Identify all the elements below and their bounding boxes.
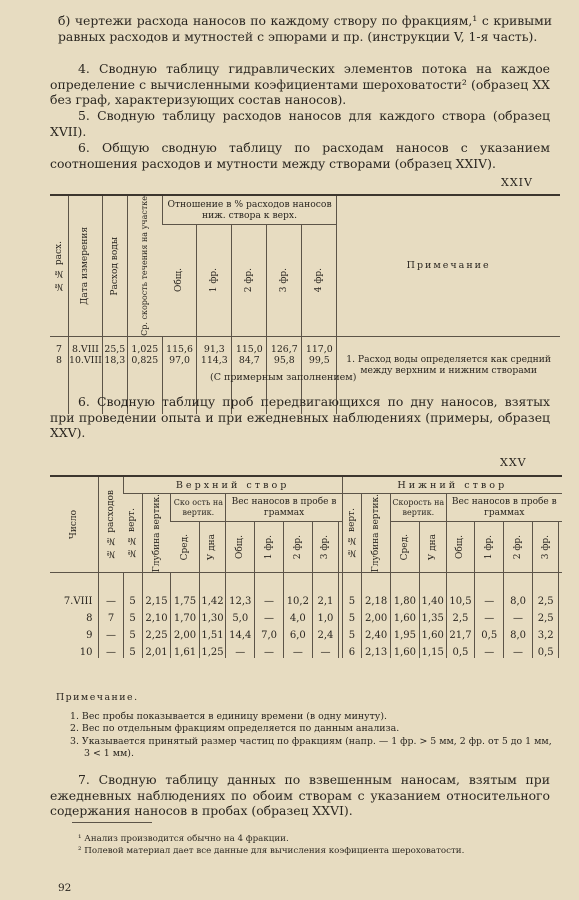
- table-cell: 10: [79, 647, 93, 659]
- table-cell: —: [475, 607, 504, 624]
- t24-header-total: Общ.: [174, 268, 185, 293]
- table-cell: 0,5: [446, 641, 475, 658]
- table-cell: 5: [123, 607, 142, 624]
- footnote-2: ² Полевой материал дает все данные для вычисления коэфициента шероховатости.: [78, 846, 465, 856]
- table-24-tag: XXIV: [501, 176, 533, 189]
- table-cell: 1,80: [391, 573, 420, 608]
- table-cell: 1,35: [419, 607, 446, 624]
- paragraph-6a: 6. Общую сводную таблицу по расходам наносов с указанием соотношения расходов и мутности между створами (образец XXIV).: [50, 140, 550, 171]
- table-cell: —: [475, 641, 504, 658]
- t25-lower-f1: 1 фр.: [484, 535, 495, 560]
- table-cell: —: [504, 641, 533, 658]
- table-cell: 1,70: [171, 607, 199, 624]
- table-cell: —: [255, 641, 284, 658]
- table-cell: —: [312, 641, 338, 658]
- table-cell: 1,51: [199, 624, 226, 641]
- table-cell: 5: [342, 624, 362, 641]
- note-item: 1. Вес пробы показывается в единицу времени (в одну минуту).: [70, 711, 387, 723]
- paragraph-7: 7. Сводную таблицу данных по взвешенным наносам, взятым при ежедневных наблюдениях по обоим створам с указанием относительного содержания наносов в пробах (образец XXVI).: [50, 772, 550, 819]
- t25-lower-avg: Сред.: [399, 533, 410, 561]
- table-25-tag: XXV: [500, 456, 527, 469]
- table-cell: 6: [342, 641, 362, 658]
- t25-lower-speed-group: Скорость на вертик.: [391, 494, 447, 522]
- table-row: [50, 573, 562, 608]
- t24-header-flow: Расход воды: [109, 236, 120, 296]
- paragraph-4: 4. Сводную таблицу гидравлических элементов потока на каждое определение с вычисленными коэфициентами шероховатости² (образец XX без граф, характеризующих состав наносов).: [50, 61, 550, 108]
- t25-lower-bottom: У дна: [427, 534, 438, 561]
- table-cell: 1,75: [171, 573, 199, 608]
- table-cell: 10,2: [283, 573, 312, 608]
- t24-note-text: 1. Расход воды определяется как средний между верхним и нижним створами: [337, 336, 560, 414]
- table-cell: 5: [123, 573, 142, 608]
- table-cell: 1,60: [391, 607, 420, 624]
- t25-upper-f2: 2 фр.: [292, 535, 303, 560]
- table-cell: 2,15: [142, 573, 171, 608]
- t25-lower-weight-group: Вес наносов в пробе в граммах: [446, 494, 562, 522]
- t25-lower-f2: 2 фр.: [513, 535, 524, 560]
- table-cell: 1,42: [199, 573, 226, 608]
- table-cell: 1,0: [312, 607, 338, 624]
- table-cell: 8: [86, 613, 93, 625]
- table-cell: 7,0: [255, 624, 284, 641]
- t24-header-f4: 4 фр.: [314, 268, 325, 293]
- table-cell: 1,25: [199, 641, 226, 658]
- paragraph-b: б) чертежи расхода наносов по каждому створу по фракциям,¹ с кривыми равных расходов и мутностей с эпюрами и пр. (инструкции V, 1-я часть).: [58, 13, 552, 44]
- t25-lower-total: Общ.: [455, 535, 466, 560]
- table-cell: 4,0: [283, 607, 312, 624]
- table-cell: 1,30: [199, 607, 226, 624]
- table-cell: 1,61: [171, 641, 199, 658]
- paragraph-6b: 6. Сводную таблицу проб передвигающихся по дну наносов, взятых при проведении опыта и при ежедневных наблюдениях (примеры, образец XXV).: [50, 394, 550, 441]
- table-cell: —: [255, 573, 284, 608]
- table-cell: —: [99, 641, 123, 658]
- t25-upper-vert: № № верт.: [127, 508, 138, 558]
- table-cell: —: [99, 624, 123, 641]
- t25-upper-avg: Сред.: [179, 533, 190, 561]
- t25-lower-f3: 3 фр.: [540, 535, 551, 560]
- table-cell: 2,40: [362, 624, 391, 641]
- table-24-caption: (С примерным заполнением): [210, 372, 357, 383]
- t24-header-f1: 1 фр.: [209, 268, 220, 293]
- t25-upper-f1: 1 фр.: [264, 535, 275, 560]
- t25-upper-total: Общ.: [235, 535, 246, 560]
- table-cell: 3,2: [532, 624, 558, 641]
- table-cell: 2,01: [142, 641, 171, 658]
- table-cell: 21,7: [446, 624, 475, 641]
- table-cell: 5: [342, 607, 362, 624]
- t25-header-date: Число: [69, 510, 80, 540]
- notes-title: Примечание.: [56, 692, 139, 703]
- table-cell: 2,4: [312, 624, 338, 641]
- table-cell: 5: [123, 641, 142, 658]
- table-cell: 1,60: [419, 624, 446, 641]
- t25-upper-speed-group: Ско ость на вертик.: [171, 494, 226, 522]
- t24-header-num: № № расх.: [54, 241, 64, 291]
- table-cell: —: [99, 573, 123, 608]
- t24-header-note: Примечание: [337, 195, 560, 336]
- table-cell: —: [283, 641, 312, 658]
- table-cell: 14,4: [226, 624, 255, 641]
- table-cell: 1,40: [419, 573, 446, 608]
- t25-header-flow-no: № № расходов: [106, 490, 117, 559]
- page-number: 92: [58, 882, 72, 894]
- table-cell: —: [504, 607, 533, 624]
- table-cell: 2,00: [171, 624, 199, 641]
- t25-lower-depth: Глубина вертик.: [371, 494, 382, 573]
- table-cell: 2,25: [142, 624, 171, 641]
- table-cell: 2,1: [312, 573, 338, 608]
- table-cell: 2,5: [532, 607, 558, 624]
- table-cell: —: [226, 641, 255, 658]
- table-cell: 7.VIII: [63, 596, 93, 608]
- table-row: [50, 607, 562, 624]
- table-cell: 2,5: [532, 573, 558, 608]
- table-cell: 12,3: [226, 573, 255, 608]
- t25-header-upper: Верхний створ: [123, 476, 342, 494]
- table-cell: 9: [86, 630, 93, 642]
- table-cell: 2,18: [362, 573, 391, 608]
- footnote-separator: [72, 822, 152, 823]
- table-row: 7 8.VIII 25,5 1,025 115,6 91,3 115,0 126,7 117,0 1. Расход воды определяется как средний между верхним и нижним створами: [50, 336, 560, 354]
- note-item: 2. Вес по отдельным фракциям определяется по данным анализа.: [70, 723, 400, 735]
- table-25: [50, 475, 562, 686]
- t25-upper-f3: 3 фр.: [320, 535, 331, 560]
- table-cell: 7: [99, 607, 123, 624]
- table-cell: 0,5: [475, 624, 504, 641]
- table-cell: 5,0: [226, 607, 255, 624]
- note-item: 3. Указывается принятый размер частиц по фракциям (напр. — 1 фр. > 5 мм, 2 фр. от 5 до 1 мм, 3 < 1 мм).: [70, 735, 552, 759]
- table-cell: 2,13: [362, 641, 391, 658]
- table-cell: 2,10: [142, 607, 171, 624]
- table-row: [50, 624, 562, 641]
- table-cell: 10,5: [446, 573, 475, 608]
- t24-header-date: Дата измерения: [80, 226, 91, 305]
- table-cell: —: [255, 607, 284, 624]
- table-row: [50, 641, 562, 658]
- t25-upper-bottom: У дна: [207, 534, 218, 561]
- footnote-1: ¹ Анализ производится обычно на 4 фракции.: [78, 834, 289, 844]
- table-cell: —: [475, 573, 504, 608]
- t24-header-f3: 3 фр.: [279, 268, 290, 293]
- table-cell: 1,60: [391, 641, 420, 658]
- table-cell: 1,15: [419, 641, 446, 658]
- table-cell: 6,0: [283, 624, 312, 641]
- t24-header-speed: Ср. скорость течения на участке: [139, 196, 149, 336]
- t25-upper-weight-group: Вес наносов в пробе в граммах: [226, 494, 342, 522]
- table-cell: 5: [342, 573, 362, 608]
- table-cell: 8,0: [504, 624, 533, 641]
- t25-header-lower: Нижний створ: [342, 476, 562, 494]
- notes-block: [56, 692, 560, 760]
- table-cell: 1,95: [391, 624, 420, 641]
- paragraph-5: 5. Сводную таблицу расходов наносов для каждого створа (образец XVII).: [50, 108, 550, 139]
- table-cell: 2,5: [446, 607, 475, 624]
- table-cell: 2,00: [362, 607, 391, 624]
- t25-upper-depth: Глубина вертик.: [151, 494, 162, 573]
- table-row: 8 10.VIII 18,3 0,825 97,0 114,3 84,7 95,8 99,5: [50, 355, 560, 414]
- table-cell: 0,5: [532, 641, 558, 658]
- table-cell: 5: [123, 624, 142, 641]
- table-cell: 8,0: [504, 573, 533, 608]
- t24-header-ratio: Отношение в % расходов наносов ниж. створа к верх.: [162, 195, 337, 225]
- t25-lower-vert: № № верт.: [346, 508, 357, 558]
- t24-header-f2: 2 фр.: [244, 268, 255, 293]
